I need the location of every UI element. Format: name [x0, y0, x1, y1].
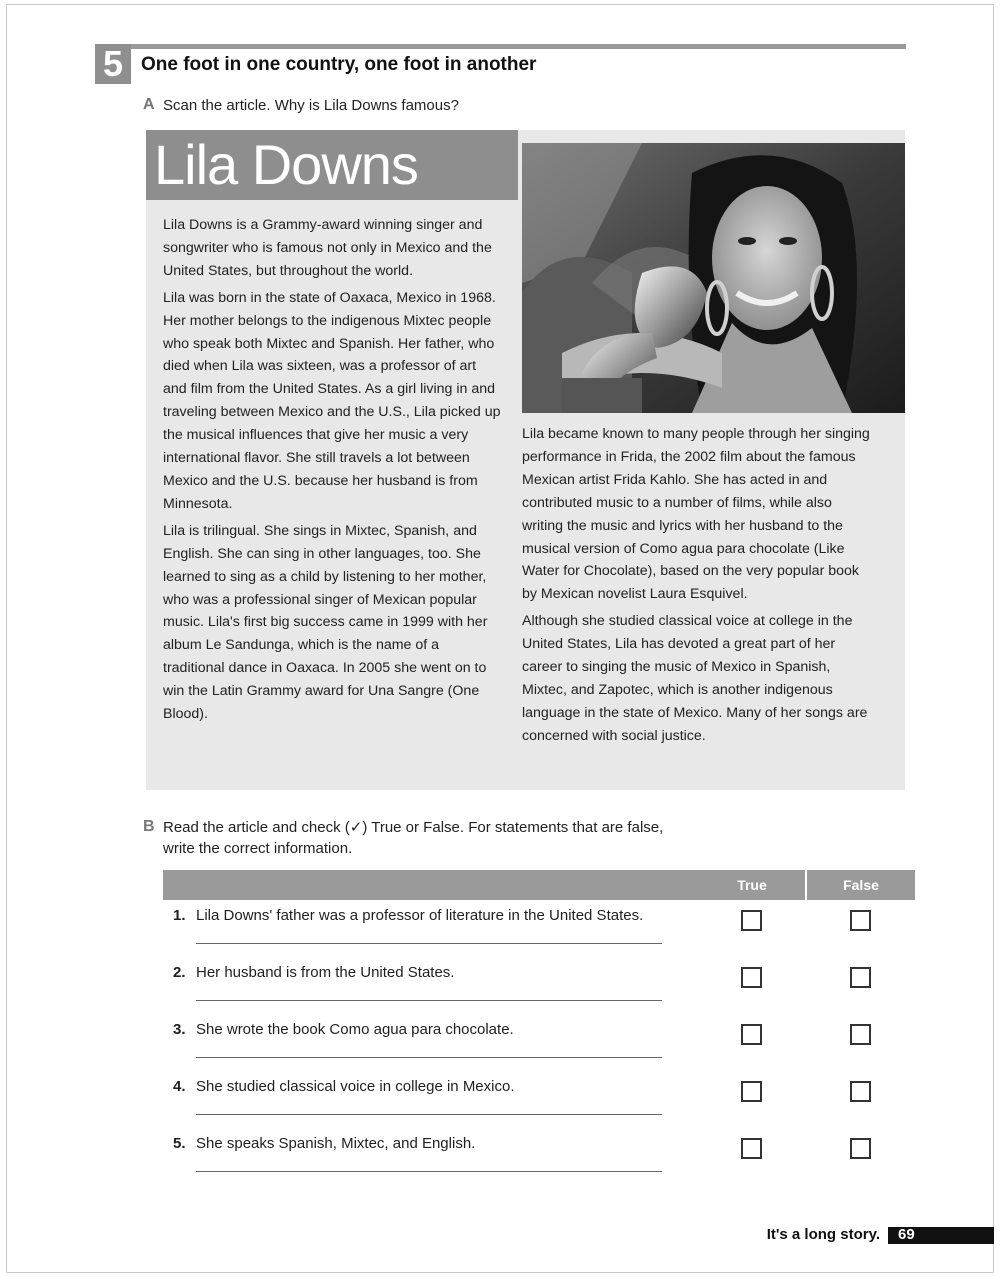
false-checkbox[interactable]	[850, 967, 871, 988]
answer-line[interactable]	[196, 1171, 662, 1172]
page-number: 69	[898, 1226, 915, 1243]
false-checkbox[interactable]	[850, 910, 871, 931]
row-number: 1.	[173, 907, 186, 924]
article-box	[146, 130, 905, 790]
table-row	[173, 1135, 913, 1191]
footer-unit-title: It's a long story.	[766, 1226, 880, 1243]
true-checkbox[interactable]	[741, 910, 762, 931]
row-statement: She speaks Spanish, Mixtec, and English.	[196, 1135, 476, 1152]
table-row	[173, 964, 913, 1020]
answer-line[interactable]	[196, 943, 662, 944]
section-rule	[131, 44, 906, 49]
task-a-letter: A	[143, 96, 155, 113]
article-title: Lila Downs	[154, 133, 418, 196]
section-number: 5	[95, 44, 131, 84]
true-checkbox[interactable]	[741, 1081, 762, 1102]
task-b-line2: write the correct information.	[163, 840, 353, 857]
task-b-line1: Read the article and check (✓) True or False. For statements that are false,	[163, 819, 664, 836]
false-checkbox[interactable]	[850, 1081, 871, 1102]
task-a-text: Scan the article. Why is Lila Downs famous?	[163, 97, 459, 114]
row-number: 3.	[173, 1021, 186, 1038]
row-statement: Her husband is from the United States.	[196, 964, 455, 981]
singer-photo-icon	[522, 143, 905, 413]
false-column-header: False	[843, 877, 879, 893]
row-statement: She wrote the book Como agua para chocolate.	[196, 1021, 514, 1038]
article-paragraph: Lila is trilingual. She sings in Mixtec, Spanish, and English. She can sing in other languages, too. She learned to sing as a child by listening to her mother, who was a professional singer of Mexican popular music. Lila's first big success came in 1999 with her album Le Sandunga, which is the name of a traditional dance in Oaxaca. In 2005 she went on to win the Latin Grammy award for Una Sangre (One Blood).	[163, 522, 488, 723]
row-number: 4.	[173, 1078, 186, 1095]
table-row	[173, 1078, 913, 1134]
true-checkbox[interactable]	[741, 1138, 762, 1159]
false-checkbox[interactable]	[850, 1024, 871, 1045]
answer-line[interactable]	[196, 1000, 662, 1001]
article-right-column	[522, 423, 874, 752]
row-number: 5.	[173, 1135, 186, 1152]
table-row	[173, 907, 913, 963]
task-b-letter: B	[143, 818, 155, 835]
article-paragraph: Although she studied classical voice at college in the United States, Lila has devoted a great part of her career to singing the music of Mexico in Spanish, Mixtec, and Zapotec, which is another indigenous language in the state of Mexico. Many of her songs are concerned with social justice.	[522, 613, 868, 744]
false-checkbox[interactable]	[850, 1138, 871, 1159]
row-number: 2.	[173, 964, 186, 981]
section-title: One foot in one country, one foot in another	[141, 54, 537, 75]
answer-line[interactable]	[196, 1057, 662, 1058]
true-column-header: True	[737, 877, 767, 893]
article-paragraph: Lila was born in the state of Oaxaca, Mexico in 1968. Her mother belongs to the indigenous Mixtec people who speak both Mixtec and Spanish. Her father, who died when Lila was sixteen, was a professor of art and film from the United States. As a girl living in and traveling between Mexico and the U.S., Lila picked up the musical influences that give her music a very international flavor. She still travels a lot between Mexico and the U.S. because her husband is from Minnesota.	[163, 289, 501, 512]
article-paragraph: Lila became known to many people through her singing performance in Frida, the 2002 film about the famous Mexican artist Frida Kahlo. She has acted in and contributed music to a number of films, while also writing the music and lyrics with her husband to the musical version of Como agua para chocolate (Like Water for Chocolate), based on the very popular book by Mexican novelist Laura Esquivel.	[522, 426, 870, 603]
table-header	[163, 870, 915, 900]
answer-line[interactable]	[196, 1114, 662, 1115]
row-statement: Lila Downs' father was a professor of literature in the United States.	[196, 907, 644, 924]
article-paragraph: Lila Downs is a Grammy-award winning singer and songwriter who is famous not only in Mexico and the United States, but throughout the world.	[163, 217, 492, 279]
table-row	[173, 1021, 913, 1077]
article-banner	[146, 130, 518, 200]
row-statement: She studied classical voice in college in Mexico.	[196, 1078, 515, 1095]
article-left-column	[163, 214, 503, 730]
true-checkbox[interactable]	[741, 1024, 762, 1045]
true-checkbox[interactable]	[741, 967, 762, 988]
